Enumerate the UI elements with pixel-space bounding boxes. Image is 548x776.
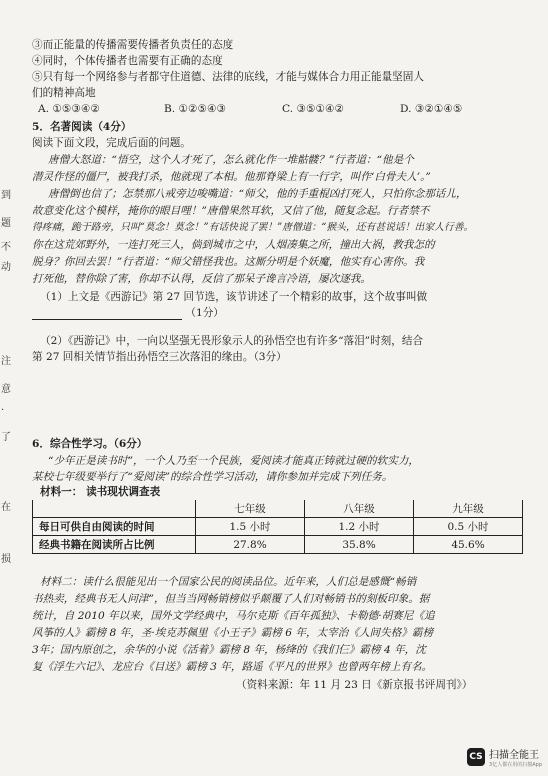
table-header-cell: 七年级 [196, 500, 305, 518]
table-cell: 35.8% [305, 536, 414, 554]
choice-a: A. ①⑤③④② [38, 103, 100, 115]
margin-char: 损 [1, 554, 11, 565]
q5-passage-line: 唐僧大怒道：“悟空，这个人才死了，怎么就化作一堆骷髅？”行者道：“他是个 [48, 154, 414, 166]
margin-char: 到 [1, 190, 11, 201]
reading-survey-table [32, 500, 523, 554]
margin-char: 意 [1, 384, 11, 395]
choice-c: C. ③⑤①④② [282, 103, 344, 115]
q5-passage-line: 唐僧倒也信了；怎禁那八戒旁边唆嘴道：“师父，他的手重棍凶打死人，只怕你念那话儿， [48, 188, 467, 200]
material2-line: 书热卖，经典书无人问津”，但当当网畅销榜似乎颠覆了人们对畅销书的刻板印象。据 [32, 593, 430, 605]
scanner-app-name: 扫描全能王 [489, 750, 540, 761]
q5-sub1-question: （1）上文是《西游记》第 27 回节选，该节讲述了一个精彩的故事，这个故事叫做 [40, 291, 428, 303]
material2-line: 3年；国内原创之，余华的小说《活着》霸榜 8 年，杨绛的《我们仨》霸榜 4 年，沈 [32, 644, 426, 656]
material2-line: 风筝的人》霸榜 8 年，圣·埃克苏佩里《小王子》霸榜 6 年，太宰治《人间失格》霸榜 [32, 627, 434, 639]
margin-char: 不 [1, 242, 11, 253]
option-4: ④同时，个体传播者也需要有正确的态度 [32, 55, 223, 67]
q5-sub1-score: （1分） [185, 307, 224, 319]
q5-instruction: 阅读下面文段，完成后面的问题。 [32, 137, 191, 149]
option-5-line2: 们的精神高地 [32, 87, 96, 99]
option-3: ③而正能量的传播需要传播者负责任的态度 [32, 39, 234, 51]
table-row [33, 518, 523, 536]
q5-passage-line: 脱身？你回去罢！”行者道：“师父错怪我也。这厮分明是个妖魔，他实有心害你。我 [32, 256, 425, 268]
q5-passage-line: 打死他，替你除了害，你却不认得，反信了那呆子谗言冷语，屡次逐我。 [32, 273, 371, 285]
q6-intro-line2: 某校七年级要举行了“爱阅读”的综合性学习活动，请你参加并完成下列任务。 [32, 471, 393, 483]
q6-heading: 6．综合性学习。（6分） [32, 438, 148, 450]
material1-title: 材料一： 读书现状调查表 [40, 486, 161, 498]
material2-line: 统计，自 2010 年以来，国外文学经典中，马尔克斯《百年孤独》、卡勒德·胡赛尼《追 [32, 610, 435, 622]
q5-sub2-question: （2）《西游记》中，一向以坚强无畏形象示人的孙悟空也有许多“落泪”时刻，结合 [40, 335, 424, 347]
q5-heading: 5．名著阅读（4分） [32, 121, 132, 133]
table-cell: 45.6% [414, 536, 523, 554]
table-row [33, 536, 523, 554]
table-cell: 1.2 小时 [305, 518, 414, 536]
camscanner-logo-icon: CS [467, 748, 485, 766]
material2-source: （资料来源：年 11 月 23 日《新京报书评周刊》） [236, 679, 473, 691]
margin-char: 注 [1, 356, 11, 367]
choice-d: D. ③②①④⑤ [400, 103, 463, 115]
margin-char: 了 [1, 432, 11, 443]
q5-passage-line: 潜灵作怪的僵尸，被我打杀，他就现了本相。他那脊梁上有一行字，叫作‘白骨夫人’。” [32, 171, 431, 183]
table-cell: 1.5 小时 [196, 518, 305, 536]
q5-passage-line: 你在这荒郊野外，一连打死三人，倘到城市之中，人烟凑集之所，撞出大祸，教我怎的 [32, 239, 435, 251]
q5-passage-line: 故意变化这个模样，掩你的眼目哩！”唐僧果然耳软，又信了他，随复念起。行者禁不 [32, 205, 430, 217]
table-row-label: 经典书籍在阅读所占比例 [33, 536, 196, 554]
option-5-line1: ⑤只有每一个网络参与者都守住道德、法律的底线，才能与媒体合力用正能量坚固人 [32, 71, 424, 83]
table-header-row [33, 500, 523, 518]
margin-char: · [1, 405, 5, 416]
scanner-tagline: 3亿人都在用的扫描App [489, 762, 542, 768]
scanner-watermark [467, 746, 542, 768]
table-cell: 0.5 小时 [414, 518, 523, 536]
table-row-label: 每日可供自由阅读的时间 [33, 518, 196, 536]
table-header-cell [33, 500, 196, 518]
table-header-cell: 八年级 [305, 500, 414, 518]
table-header-cell: 九年级 [414, 500, 523, 518]
q6-intro-line1: “少年正是读书时”，一个人乃至一个民族，爱阅读才能真正铸就过硬的软实力， [48, 455, 420, 467]
material2-line: 复《浮生六记》、龙应台《目送》霸榜 3 年，路遥《平凡的世界》也曾两年榜上有名。 [32, 661, 433, 673]
margin-char: 题 [1, 218, 11, 229]
material2-line: 材料二：读什么很能见出一个国家公民的阅读品位。近年来，人们总是感慨“畅销 [40, 576, 417, 588]
answer-choices [38, 102, 462, 116]
answer-blank[interactable] [32, 309, 182, 320]
q5-sub2-question-cont: 第 27 回相关情节指出孙悟空三次落泪的缘由。（3分） [32, 351, 287, 363]
q5-passage-line: 得疼痛，跪于路旁，只叫“莫念！莫念！”有话快说了罢！”唐僧道：“猴头，还有甚说话！出家人行善。 [32, 222, 474, 233]
margin-char: 在 [1, 502, 11, 513]
table-cell: 27.8% [196, 536, 305, 554]
choice-b: B. ①②⑤④③ [164, 103, 227, 115]
q5-sub1-answer-row [32, 306, 224, 320]
margin-char: 动 [1, 262, 11, 273]
